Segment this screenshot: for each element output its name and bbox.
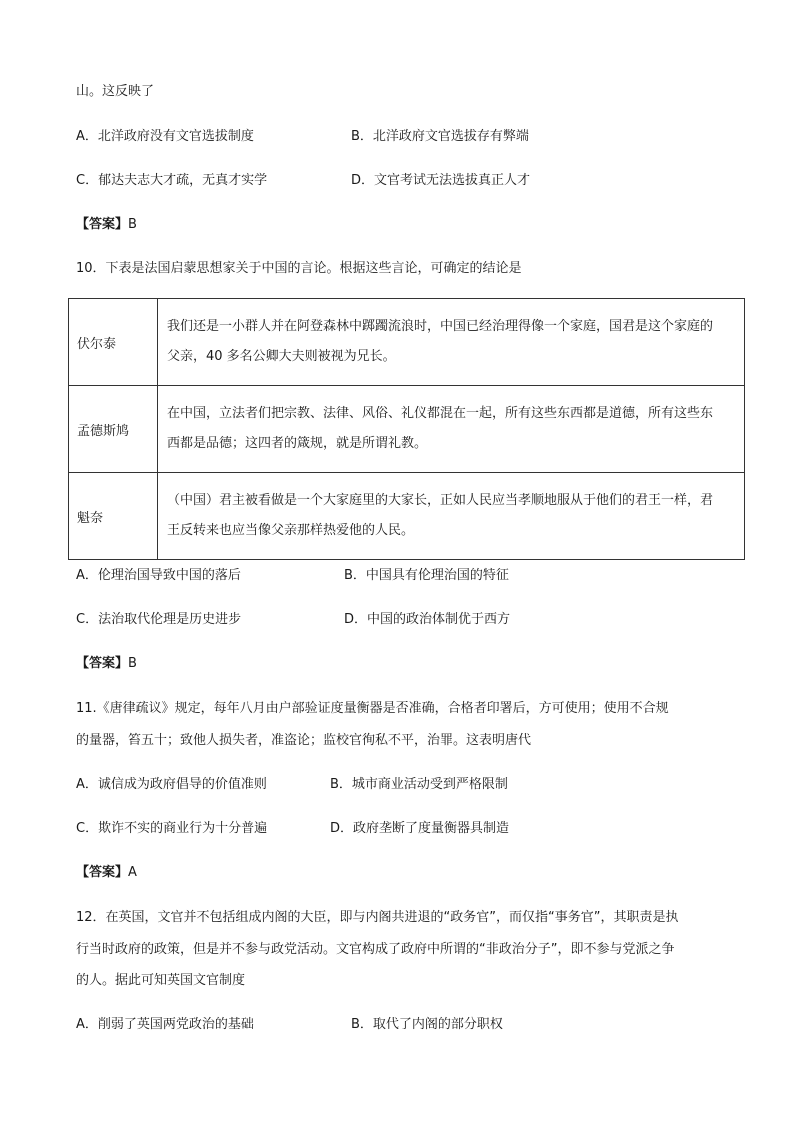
table-row bbox=[69, 473, 745, 560]
thinker-name: 孟德斯鸠 bbox=[69, 386, 158, 473]
q11-stem-line1: 11.《唐律疏议》规定，每年八月由户部验证度量衡器是否准确，合格者印署后，方可使用；使用不合规 bbox=[76, 701, 669, 716]
q9-option-d: D．文官考试无法选拔真正人才 bbox=[351, 173, 531, 188]
q9-stem-tail: 山。这反映了 bbox=[76, 84, 155, 99]
quote-line: 父亲，40 多名公卿大夫则被视为兄长。 bbox=[167, 349, 396, 364]
quote-text bbox=[158, 473, 745, 560]
q9-answer-mark: 【答案】 bbox=[76, 217, 129, 232]
q10-answer-mark: 【答案】 bbox=[76, 656, 129, 671]
q12-option-b: B．取代了内阁的部分职权 bbox=[351, 1017, 503, 1032]
q10-option-c: C．法治取代伦理是历史进步 bbox=[76, 612, 242, 627]
q10-stem: 10．下表是法国启蒙思想家关于中国的言论。根据这些言论，可确定的结论是 bbox=[76, 261, 522, 276]
q11-answer-value: A bbox=[128, 865, 137, 880]
table-row bbox=[69, 299, 745, 386]
quote-line: 在中国，立法者们把宗教、法律、风俗、礼仪都混在一起，所有这些东西都是道德，所有这些东 bbox=[167, 406, 714, 421]
q10-quote-table bbox=[68, 298, 745, 560]
q10-answer bbox=[76, 654, 137, 674]
quote-line: （中国）君主被看做是一个大家庭里的大家长，正如人民应当孝顺地服从于他们的君王一样，君 bbox=[167, 493, 714, 508]
q10-answer-value: B bbox=[128, 656, 137, 671]
q9-option-c: C．郁达夫志大才疏，无真才实学 bbox=[76, 173, 268, 188]
quote-line: 我们还是一小群人并在阿登森林中踯躅流浪时，中国已经治理得像一个家庭，国君是这个家庭的 bbox=[167, 319, 714, 334]
q11-option-a: A．诚信成为政府倡导的价值准则 bbox=[76, 777, 267, 792]
q11-option-c: C．欺诈不实的商业行为十分普遍 bbox=[76, 821, 268, 836]
quote-text bbox=[158, 386, 745, 473]
q12-stem-line2: 行当时政府的政策，但是并不参与政党活动。文官构成了政府中所谓的“非政治分子”，即不参与党派之争 bbox=[76, 942, 675, 957]
quote-text bbox=[158, 299, 745, 386]
q11-answer-mark: 【答案】 bbox=[76, 865, 129, 880]
q10-option-d: D．中国的政治体制优于西方 bbox=[344, 612, 511, 627]
q10-option-b: B．中国具有伦理治国的特征 bbox=[344, 568, 509, 583]
q9-option-a: A．北洋政府没有文官选拔制度 bbox=[76, 129, 254, 144]
thinker-name: 伏尔泰 bbox=[69, 299, 158, 386]
q11-option-d: D．政府垄断了度量衡器具制造 bbox=[330, 821, 510, 836]
q11-answer bbox=[76, 863, 137, 883]
quote-line: 西都是品德；这四者的箴规，就是所谓礼教。 bbox=[167, 436, 428, 451]
q9-answer-value: B bbox=[128, 217, 137, 232]
q11-option-b: B．城市商业活动受到严格限制 bbox=[330, 777, 508, 792]
q12-stem-line3: 的人。据此可知英国文官制度 bbox=[76, 973, 246, 988]
q12-option-a: A．削弱了英国两党政治的基础 bbox=[76, 1017, 254, 1032]
q9-answer bbox=[76, 215, 137, 235]
thinker-name: 魁奈 bbox=[69, 473, 158, 560]
q10-option-a: A．伦理治国导致中国的落后 bbox=[76, 568, 241, 583]
table-row bbox=[69, 386, 745, 473]
quote-line: 王反转来也应当像父亲那样热爱他的人民。 bbox=[167, 523, 415, 538]
q11-stem-line2: 的量器，笞五十；致他人损失者，准盗论；监校官徇私不平，治罪。这表明唐代 bbox=[76, 733, 532, 748]
q9-option-b: B．北洋政府文官选拔存有弊端 bbox=[351, 129, 529, 144]
q12-stem-line1: 12．在英国，文官并不包括组成内阁的大臣，即与内阁共进退的“政务官”，而仅指“事务官”，其职责是执 bbox=[76, 910, 679, 925]
